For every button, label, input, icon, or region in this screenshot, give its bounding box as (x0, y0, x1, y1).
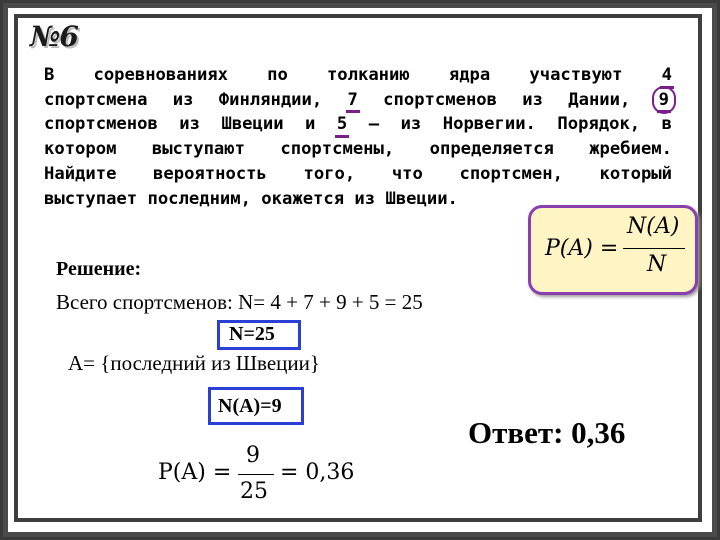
sweden-count-circled (652, 86, 676, 115)
formula-fraction-bar (623, 248, 685, 249)
solution-heading: Решение: (56, 258, 142, 280)
calc-numerator: 9 (246, 443, 260, 468)
formula-lhs: P(A) = (545, 236, 619, 261)
solution-total-line: Всего спортсменов: N= 4 + 7 + 9 + 5 = 25 (56, 290, 423, 314)
problem-line-4: котором выступают спортсмены, определяется жребием. (44, 139, 672, 160)
answer-text: Ответ: 0,36 (468, 415, 626, 450)
sweden-count: 9 (659, 88, 669, 113)
problem-line-2-text-b: спортсменов из Дании, (357, 89, 656, 110)
calc-fraction-bar (238, 474, 274, 475)
problem-line-2-text-a: спортсмена из Финляндии, (44, 89, 348, 110)
problem-text (44, 63, 672, 211)
n-value-text: N=25 (229, 323, 275, 345)
problem-line-6: выступает последним, окажется из Швеции. (44, 188, 458, 209)
formula-denominator: N (647, 252, 667, 277)
problem-line-1-text: В соревнованиях по толканию ядра участвуют (44, 65, 662, 85)
calc-lhs: P(A) = (158, 460, 232, 485)
calc-denominator: 25 (240, 479, 268, 504)
event-definition: A= {последний из Швеции} (68, 351, 320, 375)
problem-line-3 (44, 112, 672, 137)
calc-result: = 0,36 (280, 460, 355, 485)
problem-number-title: №6 (30, 20, 78, 53)
denmark-count: 7 (348, 88, 358, 113)
problem-line-3-text-b: – из Норвегии. Порядок, в (347, 114, 672, 135)
na-value-text: N(A)=9 (218, 395, 282, 417)
problem-line-1 (44, 63, 672, 88)
finland-count: 4 (662, 63, 672, 88)
problem-line-3-text-a: спортсменов из Швеции и (44, 114, 337, 135)
problem-line-2 (44, 88, 672, 113)
norway-count: 5 (337, 112, 347, 137)
problem-line-5: Найдите вероятность того, что спортсмен, который (44, 163, 672, 184)
formula-numerator: N(A) (627, 214, 680, 239)
probability-formula-box (528, 205, 698, 295)
